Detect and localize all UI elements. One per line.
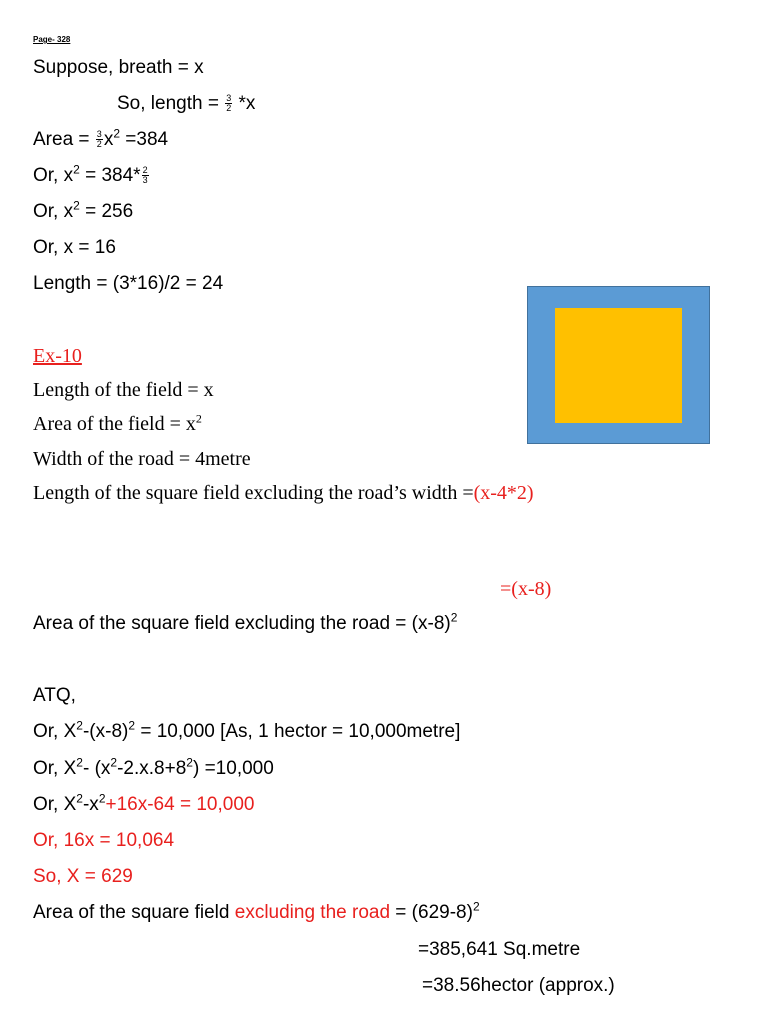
text: -(x-8) (82, 721, 129, 742)
line-result-hector: =38.56hector (approx.) (422, 975, 615, 996)
numerator: 3 (226, 93, 232, 104)
text: Area = (33, 129, 95, 150)
text: -2.x.8+8 (117, 758, 187, 779)
text: *x (233, 93, 256, 114)
line-width-of-road: Width of the road = 4metre (33, 448, 251, 470)
text: ) =10,000 (192, 758, 274, 779)
line-area-excluding-road (33, 612, 457, 636)
exponent: 2 (76, 718, 83, 733)
exponent: 2 (73, 162, 80, 177)
exponent: 2 (472, 899, 480, 914)
line-area-of-field (33, 412, 202, 436)
line-length-excluding-road (33, 481, 534, 505)
exponent: 2 (113, 126, 120, 141)
line-so-length (117, 92, 255, 116)
numerator: 3 (96, 129, 102, 140)
text: = (629-8) (390, 902, 473, 923)
denominator: 3 (142, 175, 148, 186)
exponent: 2 (186, 755, 193, 770)
line-suppose-breath: Suppose, breath = x (33, 57, 204, 78)
numerator: 2 (142, 165, 148, 176)
exponent: 2 (76, 755, 83, 770)
highlight-text: (x-4*2) (473, 482, 534, 504)
text: Or, X (33, 758, 77, 779)
text: Or, x (33, 201, 74, 222)
line-x-minus-8: =(x-8) (500, 578, 552, 600)
line-result-sqmetre: =385,641 Sq.metre (418, 939, 581, 960)
text: Area of the field = x (33, 413, 196, 435)
denominator: 2 (96, 139, 102, 150)
text: Or, X (33, 721, 77, 742)
exponent: 2 (98, 791, 106, 806)
text: Or, X (33, 794, 77, 815)
fraction (225, 94, 232, 113)
highlight-text: +16x-64 = 10,000 (105, 794, 255, 815)
line-length-of-field: Length of the field = x (33, 379, 214, 401)
exponent: 2 (128, 718, 136, 733)
line-area (33, 128, 168, 152)
line-equation-1 (33, 720, 460, 744)
line-length-24: Length = (3*16)/2 = 24 (33, 273, 224, 294)
text: So, length = (117, 93, 225, 114)
text: x (103, 129, 114, 150)
line-or-x2-384 (33, 164, 150, 188)
road-square-diagram (527, 286, 710, 444)
exponent: 2 (76, 791, 83, 806)
exponent: 2 (73, 198, 80, 213)
fraction (142, 166, 149, 185)
field-square (555, 308, 682, 423)
line-or-x-16: Or, x = 16 (33, 237, 116, 258)
highlight-text: excluding the road (234, 902, 391, 923)
text: Area of the square field (33, 902, 235, 923)
page-label: Page- 328 (33, 35, 71, 44)
line-equation-3 (33, 793, 254, 817)
text: =384 (120, 129, 169, 150)
text: -x (82, 794, 99, 815)
text: Area of the square field excluding the road = (x-8) (33, 613, 451, 634)
fraction (96, 130, 103, 149)
line-final-area (33, 901, 480, 925)
exponent: 2 (110, 755, 118, 770)
line-or-x2-256 (33, 200, 133, 224)
text: - (x (82, 758, 111, 779)
exponent: 2 (195, 411, 202, 426)
text: = 10,000 [As, 1 hector = 10,000metre] (135, 721, 461, 742)
exponent: 2 (450, 610, 458, 625)
text: = 384* (79, 165, 141, 186)
example-label: Ex-10 (33, 345, 82, 367)
text: Length of the square field excluding the road’s width = (33, 482, 474, 504)
text: Or, x (33, 165, 74, 186)
line-equation-5: So, X = 629 (33, 866, 133, 887)
line-equation-4: Or, 16x = 10,064 (33, 830, 175, 851)
denominator: 2 (226, 103, 232, 114)
line-atq: ATQ, (33, 685, 76, 706)
text: = 256 (79, 201, 134, 222)
line-equation-2 (33, 757, 274, 781)
